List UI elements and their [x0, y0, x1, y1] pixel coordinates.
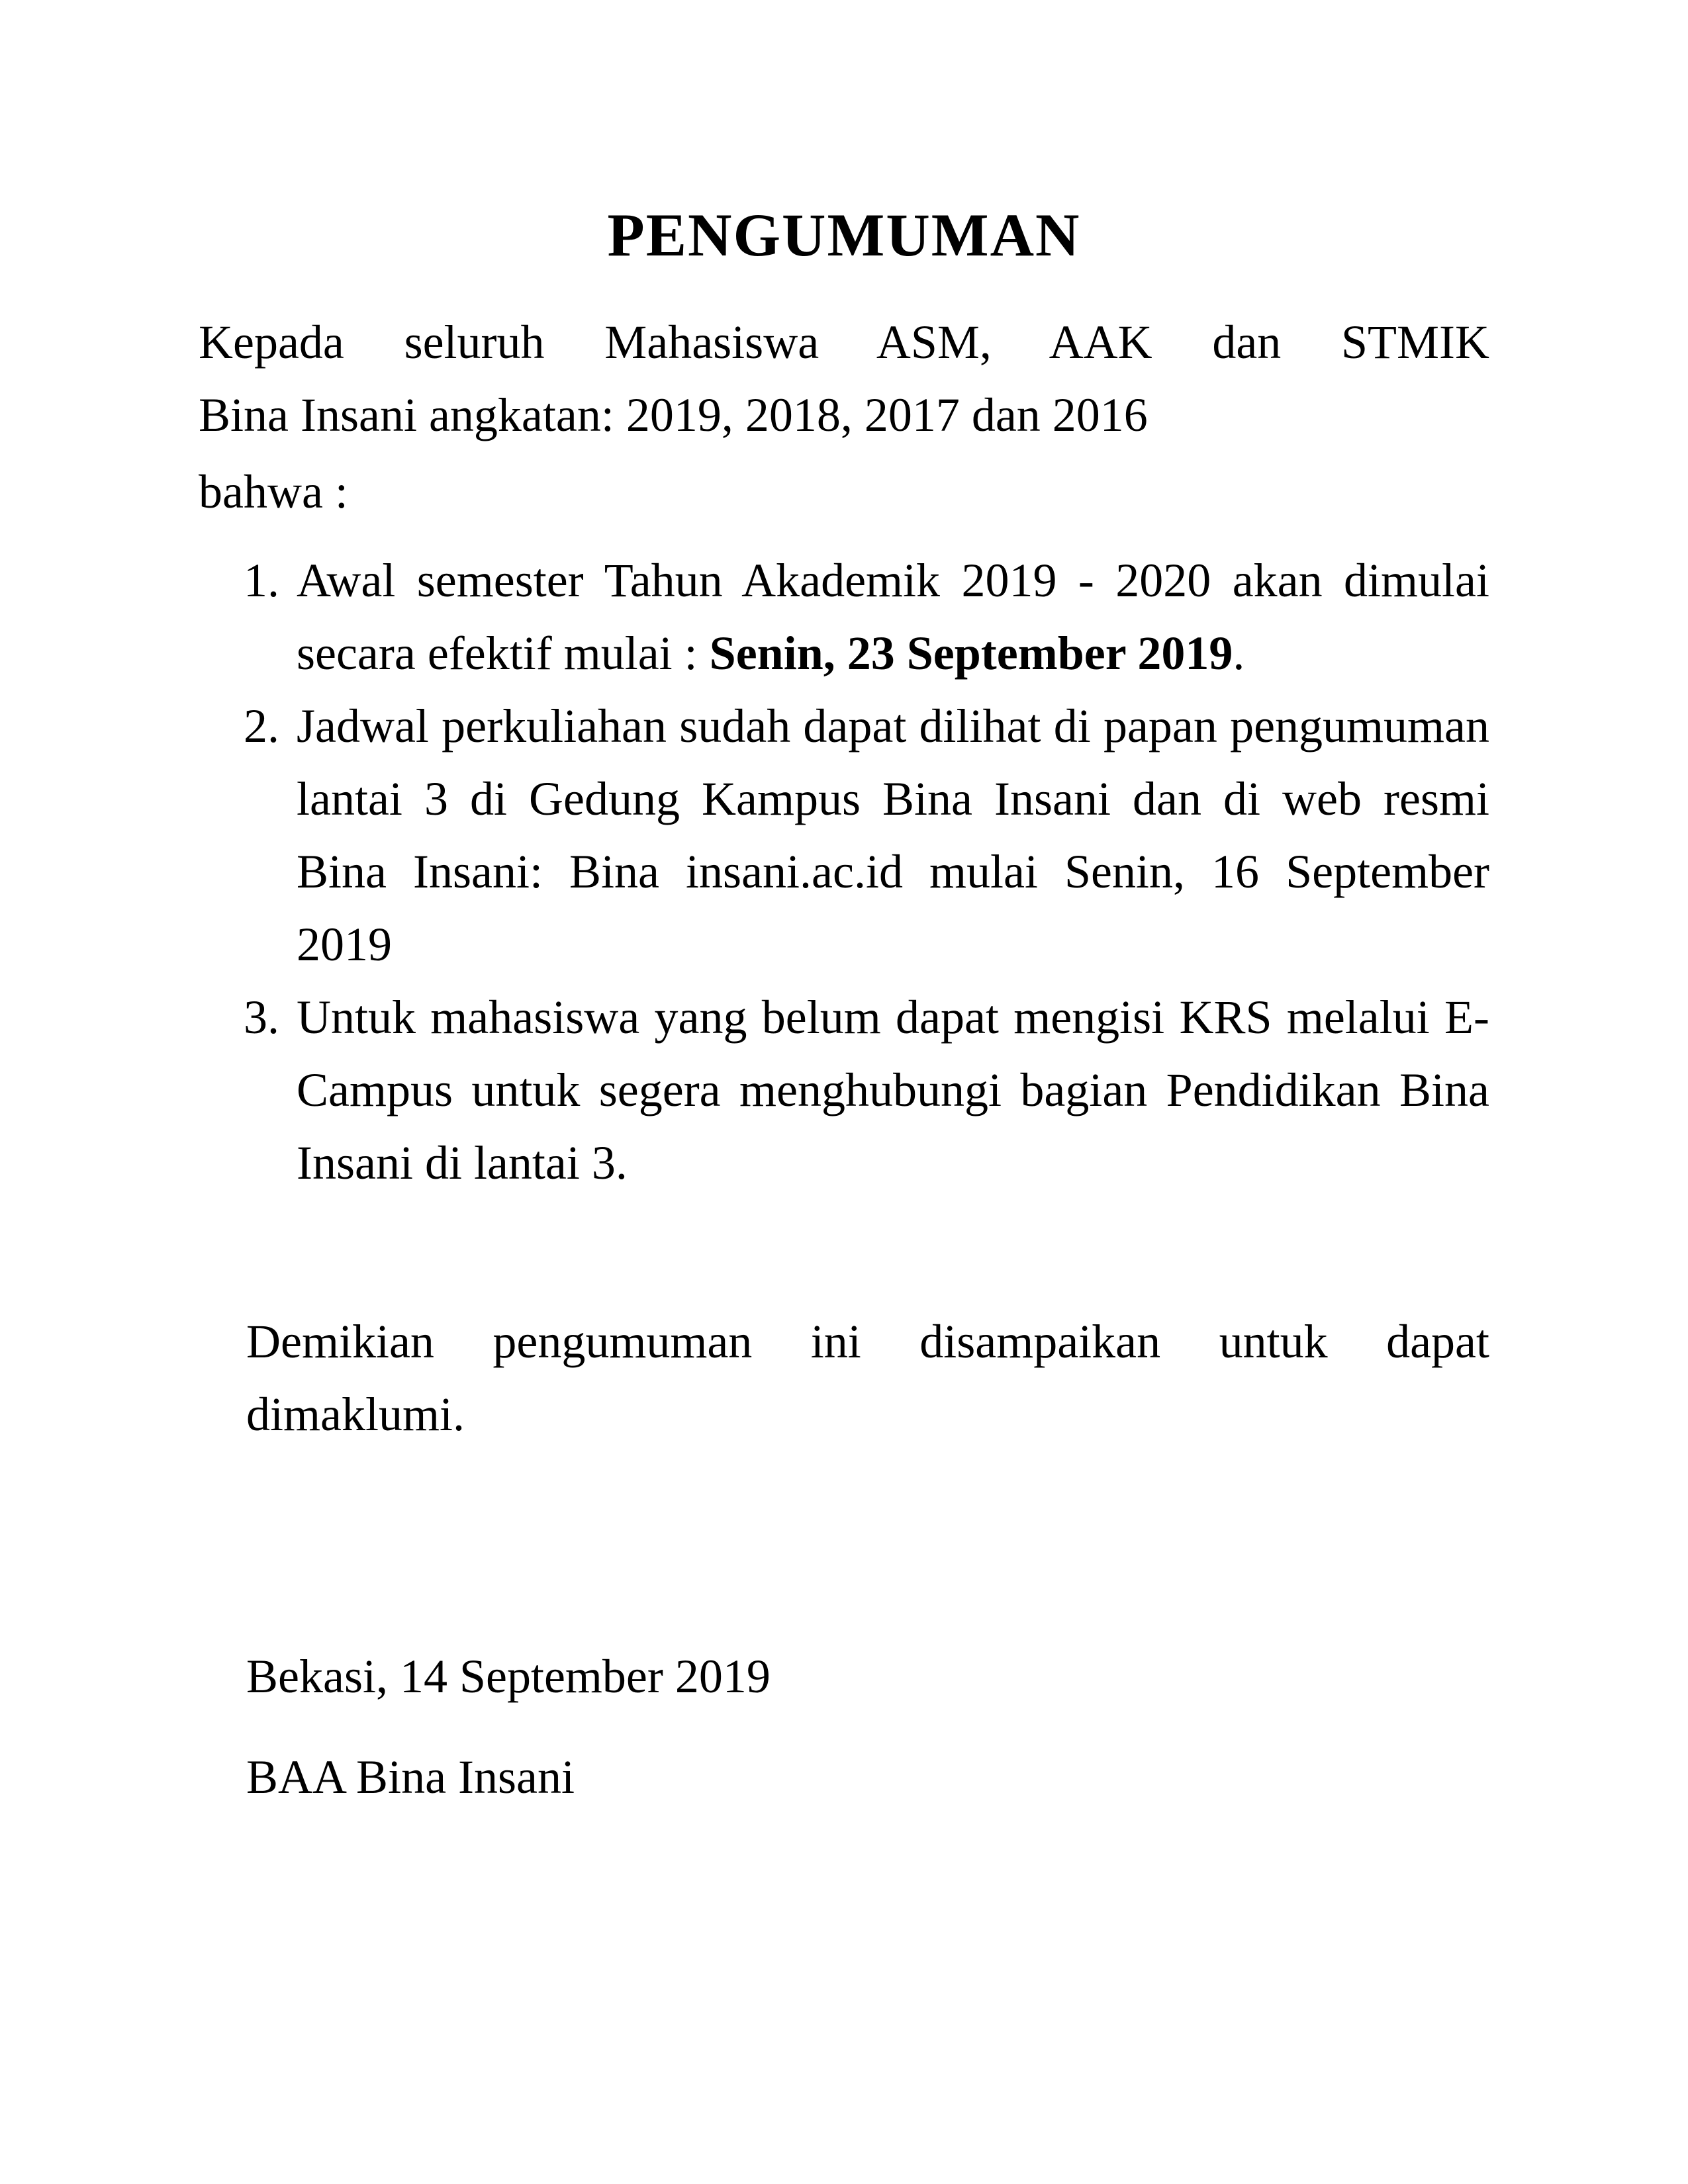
list-item-number: 3.: [244, 991, 279, 1044]
list-item: [199, 690, 1489, 981]
bahwa-label: bahwa :: [199, 465, 348, 518]
list-item-text: Awal semester Tahun Akademik 2019 - 2020 akan dimulai secara efektif mulai :: [297, 554, 1489, 680]
announcement-list: [199, 544, 1489, 1199]
closing-line-1: Demikian pengumuman ini disampaikan untuk dapat: [246, 1315, 1489, 1368]
list-item-number: 2.: [244, 700, 279, 752]
semester-start-date: Senin, 23 September 2019: [709, 627, 1233, 680]
list-item-text: Untuk mahasiswa yang belum dapat mengisi KRS melalui E-Campus untuk segera menghubungi bagian Pendidikan Bina Insani di lantai 3.: [297, 991, 1489, 1189]
list-item: [199, 981, 1489, 1199]
closing-line-2: dimaklumi.: [246, 1388, 465, 1441]
list-item: [199, 544, 1489, 690]
addressee-paragraph: [199, 306, 1489, 451]
signatory: BAA Bina Insani: [246, 1751, 575, 1803]
list-item-text: Jadwal perkuliahan sudah dapat dilihat di papan pengumuman lantai 3 di Gedung Kampus Bina Insani dan di web resmi Bina Insani: Bina insani.ac.id mulai Senin, 16 September 2019: [297, 700, 1489, 971]
addressee-line-1: Kepada seluruh Mahasiswa ASM, AAK dan STMIK: [199, 316, 1489, 369]
list-item-number: 1.: [244, 554, 279, 607]
addressee-line-2: Bina Insani angkatan: 2019, 2018, 2017 dan 2016: [199, 388, 1148, 441]
list-item-text-end: .: [1233, 627, 1245, 680]
place-and-date: Bekasi, 14 September 2019: [246, 1650, 771, 1703]
closing-paragraph: [246, 1305, 1489, 1451]
document-title: PENGUMUMAN: [607, 201, 1081, 269]
